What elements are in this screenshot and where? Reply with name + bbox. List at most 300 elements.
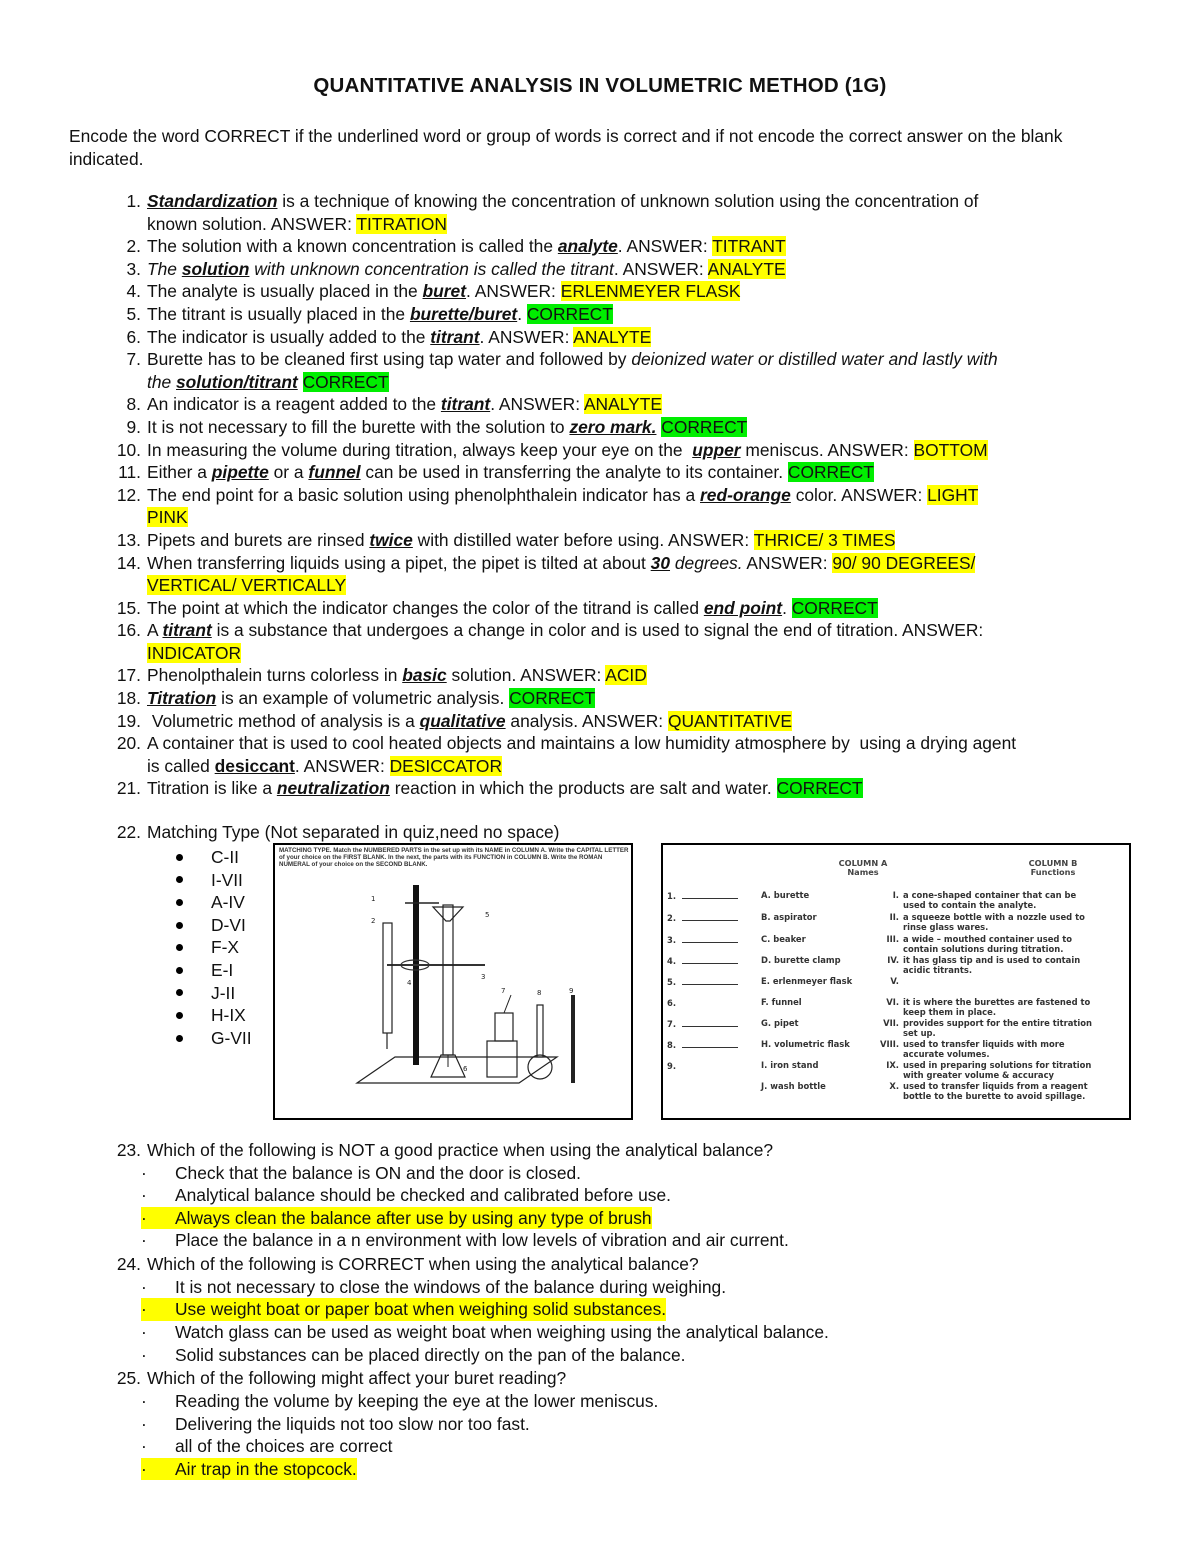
roman-numeral: II. (889, 912, 899, 922)
question-text (141, 777, 1139, 800)
text: A (147, 620, 163, 641)
bullet-icon (176, 854, 183, 861)
underlined-term: basic (402, 665, 447, 686)
answer-highlight: THRICE/ 3 TIMES (753, 529, 896, 550)
italic-text: degrees. (670, 552, 743, 573)
text: The indicator is usually added to the (147, 326, 431, 347)
roman-numeral: IV. (887, 955, 899, 965)
column-a-item: H. volumetric flask (761, 1039, 850, 1049)
bullet-icon (176, 876, 183, 883)
column-a-item: D. burette clamp (761, 955, 841, 965)
column-a-item: A. burette (761, 890, 810, 900)
choice-text: all of the choices are correct (175, 1436, 393, 1457)
label-8: 8 (537, 989, 542, 997)
question-number: 5. (126, 303, 141, 324)
matching-answer (176, 1027, 252, 1050)
choice (69, 1413, 1139, 1436)
correct-highlight: CORRECT (661, 416, 748, 437)
question-number: 2. (126, 236, 141, 257)
question-text (141, 213, 1139, 236)
row-number (667, 935, 738, 945)
answer-text: F-X (211, 937, 240, 958)
text: The end point for a basic solution using phenolphthalein indicator has a (147, 484, 701, 505)
choice-text: Place the balance in a n environment with low levels of vibration and air current. (175, 1230, 789, 1251)
question-line (69, 687, 1139, 710)
text: Burette has to be cleaned first using tap water and followed by (147, 349, 632, 370)
label-5: 5 (485, 911, 490, 919)
roman-numeral: VII. (883, 1018, 899, 1028)
choice (69, 1184, 1139, 1207)
question-line (69, 439, 1139, 462)
correct-highlight: CORRECT (302, 371, 389, 392)
matching-answer (176, 936, 252, 959)
question-text (141, 574, 1139, 597)
choice-text-wrap (141, 1435, 393, 1458)
choice (69, 1276, 1139, 1299)
choice-text: Check that the balance is ON and the door is closed. (175, 1162, 582, 1183)
choice-text: Use weight boat or paper boat when weighing solid substances. (175, 1299, 667, 1320)
underlined-term: analyte (557, 236, 618, 257)
roman-numeral: VIII. (879, 1039, 899, 1049)
underlined-term: 30 (650, 552, 671, 573)
text: Titration is like a (147, 778, 277, 799)
correct-highlight: CORRECT (787, 462, 874, 483)
italic-text: the (147, 371, 177, 392)
pipet (571, 995, 575, 1083)
label-3: 3 (481, 973, 486, 981)
choice-text: Analytical balance should be checked and calibrated before use. (175, 1185, 671, 1206)
question-text (141, 597, 1139, 620)
question-number: 15. (116, 597, 141, 618)
answer-blank (682, 919, 738, 921)
question-text (141, 642, 1139, 665)
question-line (69, 348, 1139, 371)
question-line (69, 235, 1139, 258)
question-text (141, 506, 1139, 529)
choice (69, 1390, 1139, 1413)
bullet-icon: · (141, 1321, 147, 1342)
choice-text-wrap (141, 1390, 658, 1413)
question-text (141, 326, 1139, 349)
roman-numeral: V. (890, 976, 899, 986)
question-text (141, 461, 1139, 484)
answer-text: I-VII (211, 869, 243, 890)
underlined-term: desiccant (214, 755, 295, 776)
answer-text: C-II (211, 847, 240, 867)
question-line (69, 371, 1139, 394)
text: . ANSWER: (490, 394, 584, 415)
question-24 (69, 1253, 1139, 1366)
question-line (69, 619, 1139, 642)
highlighted-answer (141, 1207, 652, 1230)
question-text (141, 484, 1139, 507)
highlighted-answer (141, 1298, 666, 1321)
text: solution. ANSWER: (446, 665, 606, 686)
question-line (69, 190, 1139, 213)
question-text: Which of the following is NOT a good practice when using the analytical balance? (147, 1140, 774, 1160)
question-line (69, 416, 1139, 439)
text: . (517, 303, 527, 324)
question-number: 19. (116, 710, 141, 731)
question-number: 20. (116, 733, 141, 754)
text: In measuring the volume during titration, always keep your eye on the (147, 439, 693, 460)
column-b-item: used in preparing solutions for titration with greater volume & accuracy (903, 1060, 1092, 1080)
text: Volumetric method of analysis is a (147, 710, 420, 731)
underlined-term: end point (703, 597, 783, 618)
question-line (69, 461, 1139, 484)
column-b-item: a squeeze bottle with a nozzle used to rinse glass wares. (903, 912, 1085, 932)
underlined-term: upper (692, 439, 741, 460)
question-line (69, 529, 1139, 552)
figure-instruction: MATCHING TYPE. Match the NUMBERED PARTS in the set up with its NAME in COLUMN A. Write the CAPITAL LETTER of your choice on the FIRST BLANK. In the next, the parts with its FUNCTION in COLUMN B. Write the ROMAN NUMERAL of your choice on the SECOND BLANK. (279, 847, 629, 869)
text (298, 372, 303, 392)
question-text (141, 280, 1139, 303)
choice-text: Air trap in the stopcock. (175, 1458, 357, 1479)
question-number: 12. (116, 484, 141, 505)
choice (69, 1207, 1139, 1230)
bullet-icon (176, 944, 183, 951)
question-number: 4. (126, 281, 141, 302)
text: Pipets and burets are rinsed (147, 529, 370, 550)
label-7: 7 (501, 987, 506, 995)
underlined-term: titrant (440, 394, 491, 415)
text: . ANSWER: (294, 755, 390, 776)
question-line (69, 484, 1139, 507)
row-number-text: 6. (667, 998, 677, 1008)
underlined-term: titrant (430, 326, 480, 347)
answer-blank (682, 1046, 738, 1048)
answer-highlight: PINK (147, 507, 188, 528)
question-22 (69, 821, 1139, 844)
text: . ANSWER: (466, 281, 561, 302)
question-number: 8. (126, 394, 141, 415)
text: . ANSWER: (617, 236, 713, 257)
text: An indicator is a reagent added to the (147, 394, 441, 415)
volumetric-flask (528, 1055, 552, 1079)
choice-text: It is not necessary to close the windows of the balance during weighing. (175, 1276, 727, 1297)
answer-highlight: TITRATION (356, 213, 447, 234)
question-number: 1. (126, 191, 141, 211)
choice (69, 1435, 1139, 1458)
bullet-icon (176, 899, 183, 906)
roman-numeral: III. (886, 934, 899, 944)
column-a-item: B. aspirator (761, 912, 817, 922)
column-a-item: I. iron stand (761, 1060, 819, 1070)
choice-text-wrap (141, 1184, 671, 1207)
bullet-icon (176, 922, 183, 929)
column-a-item: G. pipet (761, 1018, 799, 1028)
text: is called (147, 755, 215, 776)
roman-numeral: I. (892, 890, 899, 900)
answer-highlight: INDICATOR (147, 642, 242, 663)
row-number-text: 4. (667, 956, 677, 966)
question-line (69, 732, 1139, 755)
text: . (782, 597, 792, 618)
text: The solution with a known concentration is called the (147, 236, 558, 257)
column-a-heading: COLUMN A (838, 858, 888, 868)
question-number: 21. (116, 778, 141, 799)
titration-setup-figure (273, 843, 633, 1120)
roman-numeral: X. (889, 1081, 899, 1091)
question-number: 13. (116, 529, 141, 550)
answer-highlight: BOTTOM (913, 439, 988, 460)
answer-highlight: ANALYTE (707, 258, 786, 279)
underlined-term: solution/titrant (176, 371, 298, 392)
question-text (141, 755, 1139, 778)
question-number: 10. (116, 439, 141, 460)
italic-text: The (147, 258, 182, 279)
choice (69, 1162, 1139, 1185)
question-text: Which of the following might affect your buret reading? (147, 1368, 567, 1389)
choice-text-wrap (141, 1276, 726, 1299)
question-number (69, 506, 141, 529)
underlined-term: qualitative (419, 710, 506, 731)
text: meniscus. ANSWER: (740, 439, 914, 460)
underlined-term: Standardization (147, 191, 278, 211)
column-b-item: a wide – mouthed container used to contain solutions during titration. (903, 934, 1073, 954)
question-text (141, 439, 1139, 462)
question-number: 14. (116, 552, 141, 573)
choice-text: Delivering the liquids not too slow nor too fast. (175, 1413, 530, 1434)
row-number (667, 998, 676, 1008)
question-number: 23. (116, 1140, 141, 1160)
row-number-text: 7. (667, 1019, 677, 1029)
question-text (141, 303, 1139, 326)
underlined-term: pipette (211, 462, 269, 483)
question-line (69, 1139, 1139, 1162)
answer-blank (682, 941, 738, 943)
text: Either a (147, 462, 212, 483)
bullet-icon: · (141, 1413, 147, 1434)
matching-table-figure (661, 843, 1131, 1120)
bullet-icon: · (141, 1162, 147, 1183)
column-b-item: provides support for the entire titration set up. (903, 1018, 1093, 1038)
highlighted-answer (141, 1458, 357, 1481)
underlined-term: red-orange (700, 484, 791, 505)
matching-answer (176, 959, 252, 982)
column-b-item: used to transfer liquids with more accurate volumes. (903, 1039, 1065, 1059)
answer-highlight: LIGHT (927, 484, 979, 505)
choice-text-wrap (141, 1413, 530, 1436)
question-number (69, 213, 141, 236)
correct-highlight: CORRECT (776, 778, 863, 799)
bullet-icon (176, 1012, 183, 1019)
choice (69, 1344, 1139, 1367)
answer-text: E-I (211, 959, 234, 980)
base-plate (357, 1057, 557, 1083)
bullet-icon (176, 967, 183, 974)
underlined-term: solution (181, 258, 250, 279)
question-line (69, 303, 1139, 326)
question-text (141, 371, 1139, 394)
correct-highlight: CORRECT (526, 303, 613, 324)
column-b-heading: COLUMN B (1028, 858, 1078, 868)
answer-highlight: ACID (605, 665, 647, 686)
burette-right (443, 905, 453, 1055)
bullet-icon (176, 1035, 183, 1042)
choice (69, 1458, 1139, 1481)
roman-numeral: VI. (886, 997, 899, 1007)
question-text (141, 664, 1139, 687)
question-line (69, 393, 1139, 416)
bullet-icon: · (141, 1390, 147, 1411)
text: or a (268, 462, 309, 483)
text: ANSWER: (742, 552, 833, 573)
question-text (141, 710, 1139, 733)
question-list (69, 190, 1139, 800)
underlined-term: funnel (308, 462, 361, 483)
correct-highlight: CORRECT (791, 597, 878, 618)
label-1: 1 (371, 895, 376, 903)
question-number (69, 642, 141, 665)
row-number (667, 913, 738, 923)
label-2: 2 (371, 917, 376, 925)
answer-blank (682, 983, 738, 985)
underlined-term: Titration (147, 688, 217, 709)
question-line (69, 710, 1139, 733)
choice (69, 1298, 1139, 1321)
choice (69, 1229, 1139, 1252)
correct-highlight: CORRECT (509, 688, 596, 709)
matching-answer (176, 1004, 252, 1027)
matching-answers (176, 846, 252, 1049)
matching-answer (176, 982, 252, 1005)
column-a-item: F. funnel (761, 997, 802, 1007)
underlined-term: zero mark. (569, 416, 657, 437)
answer-text: D-VI (211, 914, 246, 935)
column-b-item: it is where the burettes are fastened to keep them in place. (903, 997, 1091, 1017)
question-text: Which of the following is CORRECT when using the analytical balance? (147, 1254, 699, 1275)
underlined-term: neutralization (276, 778, 390, 799)
question-line (69, 280, 1139, 303)
text: The point at which the indicator changes the color of the titrand is called (147, 597, 704, 618)
question-number: 18. (116, 688, 141, 709)
instructions: Encode the word CORRECT if the underlined word or group of words is correct and if not encode the correct answer on the blank indicated. (69, 126, 1063, 169)
answer-highlight: ERLENMEYER FLASK (560, 281, 741, 302)
answer-blank (682, 1025, 738, 1027)
label-4: 4 (407, 979, 412, 987)
answer-highlight: ANALYTE (583, 394, 662, 415)
question-line (69, 213, 1139, 236)
burette-left (383, 923, 392, 1033)
italic-text: deionized water or distilled water and lastly with (631, 349, 998, 370)
bullet-icon: · (141, 1344, 147, 1365)
answer-highlight: QUANTITATIVE (667, 710, 792, 731)
answer-text: G-VII (211, 1027, 252, 1048)
question-line (69, 664, 1139, 687)
question-line (69, 642, 1139, 665)
row-number-text: 9. (667, 1061, 677, 1071)
answer-highlight: TITRANT (712, 236, 786, 257)
italic-text: with unknown concentration is called the titrant (249, 258, 614, 279)
question-line (69, 777, 1139, 800)
text: A container that is used to cool heated objects and maintains a low humidity atmosphere by using a drying agent (147, 733, 1017, 754)
question-line (69, 552, 1139, 575)
row-number-text: 8. (667, 1040, 677, 1050)
matching-answer (176, 846, 252, 869)
underlined-term: twice (369, 529, 413, 550)
row-number (667, 956, 738, 966)
text: It is not necessary to fill the burette with the solution to (147, 416, 570, 437)
bullet-icon: · (141, 1458, 147, 1479)
bullet-icon: · (141, 1185, 147, 1206)
choice-text-wrap (141, 1321, 829, 1344)
text: is a substance that undergoes a change in color and is used to signal the end of titration. ANSWER: (211, 620, 984, 641)
question-text (141, 235, 1139, 258)
answer-highlight: VERTICAL/ VERTICALLY (147, 575, 347, 596)
question-text (141, 258, 1139, 281)
question-text (141, 529, 1139, 552)
underlined-term: buret (422, 281, 467, 302)
bullet-icon: · (141, 1276, 147, 1297)
choice (69, 1321, 1139, 1344)
row-number (667, 1040, 738, 1050)
underlined-term: titrant (162, 620, 212, 641)
column-b-subheading: Functions (1030, 867, 1076, 877)
answer-highlight: 90/ 90 DEGREES/ (832, 552, 976, 573)
bullet-icon: · (141, 1299, 147, 1320)
row-number (667, 1019, 738, 1029)
answer-text: A-IV (211, 892, 245, 913)
matching-answer (176, 914, 252, 937)
question-line (69, 597, 1139, 620)
underlined-term: burette/buret (409, 303, 518, 324)
question-number: 7. (126, 349, 141, 370)
text: The analyte is usually placed in the (147, 281, 423, 302)
question-number (69, 755, 141, 778)
bullet-icon: · (141, 1230, 147, 1251)
question-number: 9. (126, 416, 141, 437)
question-number: 25. (116, 1368, 141, 1389)
roman-numeral: IX. (886, 1060, 899, 1070)
text: . ANSWER: (479, 326, 574, 347)
text: with distilled water before using. ANSWER: (412, 529, 754, 550)
row-number (667, 1061, 676, 1071)
matching-answer (176, 869, 252, 892)
row-number-text: 2. (667, 913, 677, 923)
answer-blank (682, 897, 738, 899)
question-text (141, 348, 1139, 371)
text: reaction in which the products are salt and water. (389, 778, 777, 799)
column-b-item: used to transfer liquids from a reagent bottle to the burette to avoid spillage. (903, 1081, 1088, 1101)
choice-text: Solid substances can be placed directly on the pan of the balance. (175, 1344, 686, 1365)
setup-drawing (275, 845, 631, 1118)
beaker (487, 1041, 517, 1077)
question-text (141, 393, 1139, 416)
column-b-item: a cone-shaped container that can be used to contain the analyte. (903, 890, 1077, 910)
text: . ANSWER: (613, 258, 708, 279)
question-line (69, 326, 1139, 349)
question-number: 24. (116, 1254, 141, 1275)
question-number: 11. (118, 462, 141, 483)
column-b-item: it has glass tip and is used to contain acidic titrants. (903, 955, 1081, 975)
choice-text: Reading the volume by keeping the eye at the lower meniscus. (175, 1390, 659, 1411)
choice-text-wrap (141, 1162, 581, 1185)
funnel (433, 907, 463, 921)
bullet-icon: · (141, 1436, 147, 1457)
question-line (69, 755, 1139, 778)
label-9: 9 (569, 987, 574, 995)
answer-text: J-II (211, 982, 236, 1003)
text: is an example of volumetric analysis. (216, 688, 510, 709)
text: known solution. ANSWER: (147, 213, 357, 234)
question-text: Matching Type (Not separated in quiz,need no space) (147, 822, 560, 842)
choice-text: Always clean the balance after use by using any type of brush (175, 1207, 652, 1228)
text: The titrant is usually placed in the (147, 303, 410, 324)
bullet-icon (176, 989, 183, 996)
question-text (141, 619, 1139, 642)
answer-highlight: ANALYTE (573, 326, 652, 347)
